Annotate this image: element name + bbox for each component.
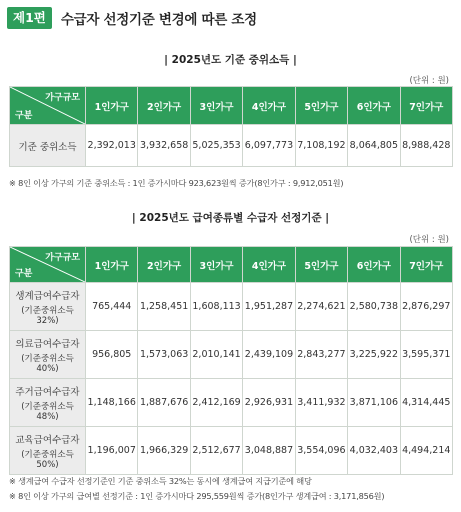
corner-top-label: 가구규모	[45, 93, 80, 103]
table-cell: 5,025,353	[190, 125, 242, 167]
table-cell: 3,595,371	[400, 331, 452, 379]
table-cell: 1,951,287	[243, 283, 295, 331]
row-header-label: 의료급여수급자	[15, 338, 80, 350]
section2-note-1: ※ 생계급여 수급자 선정기준인 기준 중위소득 32%는 동시에 생계급여 지급기준에 해당	[9, 476, 312, 486]
page-header	[7, 7, 257, 29]
row-header-sub: (기준중위소득 40%)	[21, 353, 74, 374]
table-row	[10, 283, 453, 331]
section2-unit: (단위 : 원)	[409, 235, 449, 245]
table-cell: 3,871,106	[348, 379, 400, 427]
row-header-label: 교육급여수급자	[15, 434, 80, 446]
column-header: 7인가구	[400, 247, 452, 283]
table-cell: 2,580,738	[348, 283, 400, 331]
table-cell: 8,988,428	[400, 125, 452, 167]
column-header: 4인가구	[243, 87, 295, 125]
table-cell: 8,064,805	[348, 125, 400, 167]
row-header	[10, 283, 86, 331]
column-header: 5인가구	[295, 247, 347, 283]
section2-title: | 2025년도 급여종류별 수급자 선정기준 |	[131, 212, 330, 224]
row-header-label: 생계급여수급자	[15, 290, 80, 302]
table-cell: 2,512,677	[190, 427, 242, 475]
section1-note: ※ 8인 이상 가구의 기준 중위소득 : 1인 증가시마다 923,623원씩 증가(8인가구 : 9,912,051원)	[9, 178, 344, 188]
table-cell: 1,148,166	[86, 379, 138, 427]
row-header: 기준 중위소득	[10, 125, 86, 167]
column-header: 1인가구	[86, 247, 138, 283]
table-cell: 4,314,445	[400, 379, 452, 427]
row-header	[10, 331, 86, 379]
table-cell: 3,048,887	[243, 427, 295, 475]
table-cell: 2,274,621	[295, 283, 347, 331]
table-cell: 2,876,297	[400, 283, 452, 331]
table-cell: 1,573,063	[138, 331, 190, 379]
table-row	[10, 379, 453, 427]
row-header-label: 주거급여수급자	[15, 386, 80, 398]
table-cell: 2,392,013	[86, 125, 138, 167]
column-header: 5인가구	[295, 87, 347, 125]
benefit-criteria-table	[9, 246, 453, 475]
table-cell: 765,444	[86, 283, 138, 331]
corner-top-label: 가구규모	[45, 253, 80, 263]
table-cell: 1,966,329	[138, 427, 190, 475]
corner-bottom-label: 구분	[15, 111, 33, 121]
table-row	[10, 427, 453, 475]
table-cell: 1,258,451	[138, 283, 190, 331]
column-header: 2인가구	[138, 87, 190, 125]
table-row	[10, 125, 453, 167]
table-cell: 4,032,403	[348, 427, 400, 475]
row-header-sub: (기준중위소득 48%)	[21, 401, 74, 422]
table-cell: 2,843,277	[295, 331, 347, 379]
table-corner-header	[10, 87, 86, 125]
table-cell: 2,010,141	[190, 331, 242, 379]
page-title: 수급자 선정기준 변경에 따른 조정	[60, 12, 257, 28]
column-header: 3인가구	[190, 87, 242, 125]
table-cell: 2,412,169	[190, 379, 242, 427]
column-header: 6인가구	[348, 247, 400, 283]
chapter-badge: 제1편	[7, 7, 52, 29]
table-cell: 3,225,922	[348, 331, 400, 379]
row-header	[10, 427, 86, 475]
median-income-table	[9, 86, 453, 167]
table-cell: 1,887,676	[138, 379, 190, 427]
table-cell: 3,411,932	[295, 379, 347, 427]
row-header-sub: (기준중위소득 32%)	[21, 305, 74, 326]
row-header-sub: (기준중위소득 50%)	[21, 449, 74, 470]
column-header: 3인가구	[190, 247, 242, 283]
section2-note-2: ※ 8인 이상 가구의 급여별 선정기준 : 1인 증가시마다 295,559원씩 증가(8인가구 생계급여 : 3,171,856원)	[9, 491, 385, 501]
table-cell: 1,608,113	[190, 283, 242, 331]
table-cell: 2,439,109	[243, 331, 295, 379]
table-cell: 6,097,773	[243, 125, 295, 167]
column-header: 2인가구	[138, 247, 190, 283]
row-header	[10, 379, 86, 427]
column-header: 7인가구	[400, 87, 452, 125]
section1-title: | 2025년도 기준 중위소득 |	[164, 54, 297, 66]
column-header: 1인가구	[86, 87, 138, 125]
table-cell: 1,196,007	[86, 427, 138, 475]
table-row	[10, 331, 453, 379]
table-cell: 4,494,214	[400, 427, 452, 475]
column-header: 6인가구	[348, 87, 400, 125]
section1-unit: (단위 : 원)	[409, 76, 449, 86]
table-cell: 3,554,096	[295, 427, 347, 475]
corner-bottom-label: 구분	[15, 269, 33, 279]
table-corner-header	[10, 247, 86, 283]
table-cell: 956,805	[86, 331, 138, 379]
column-header: 4인가구	[243, 247, 295, 283]
table-cell: 7,108,192	[295, 125, 347, 167]
table-cell: 3,932,658	[138, 125, 190, 167]
table-cell: 2,926,931	[243, 379, 295, 427]
